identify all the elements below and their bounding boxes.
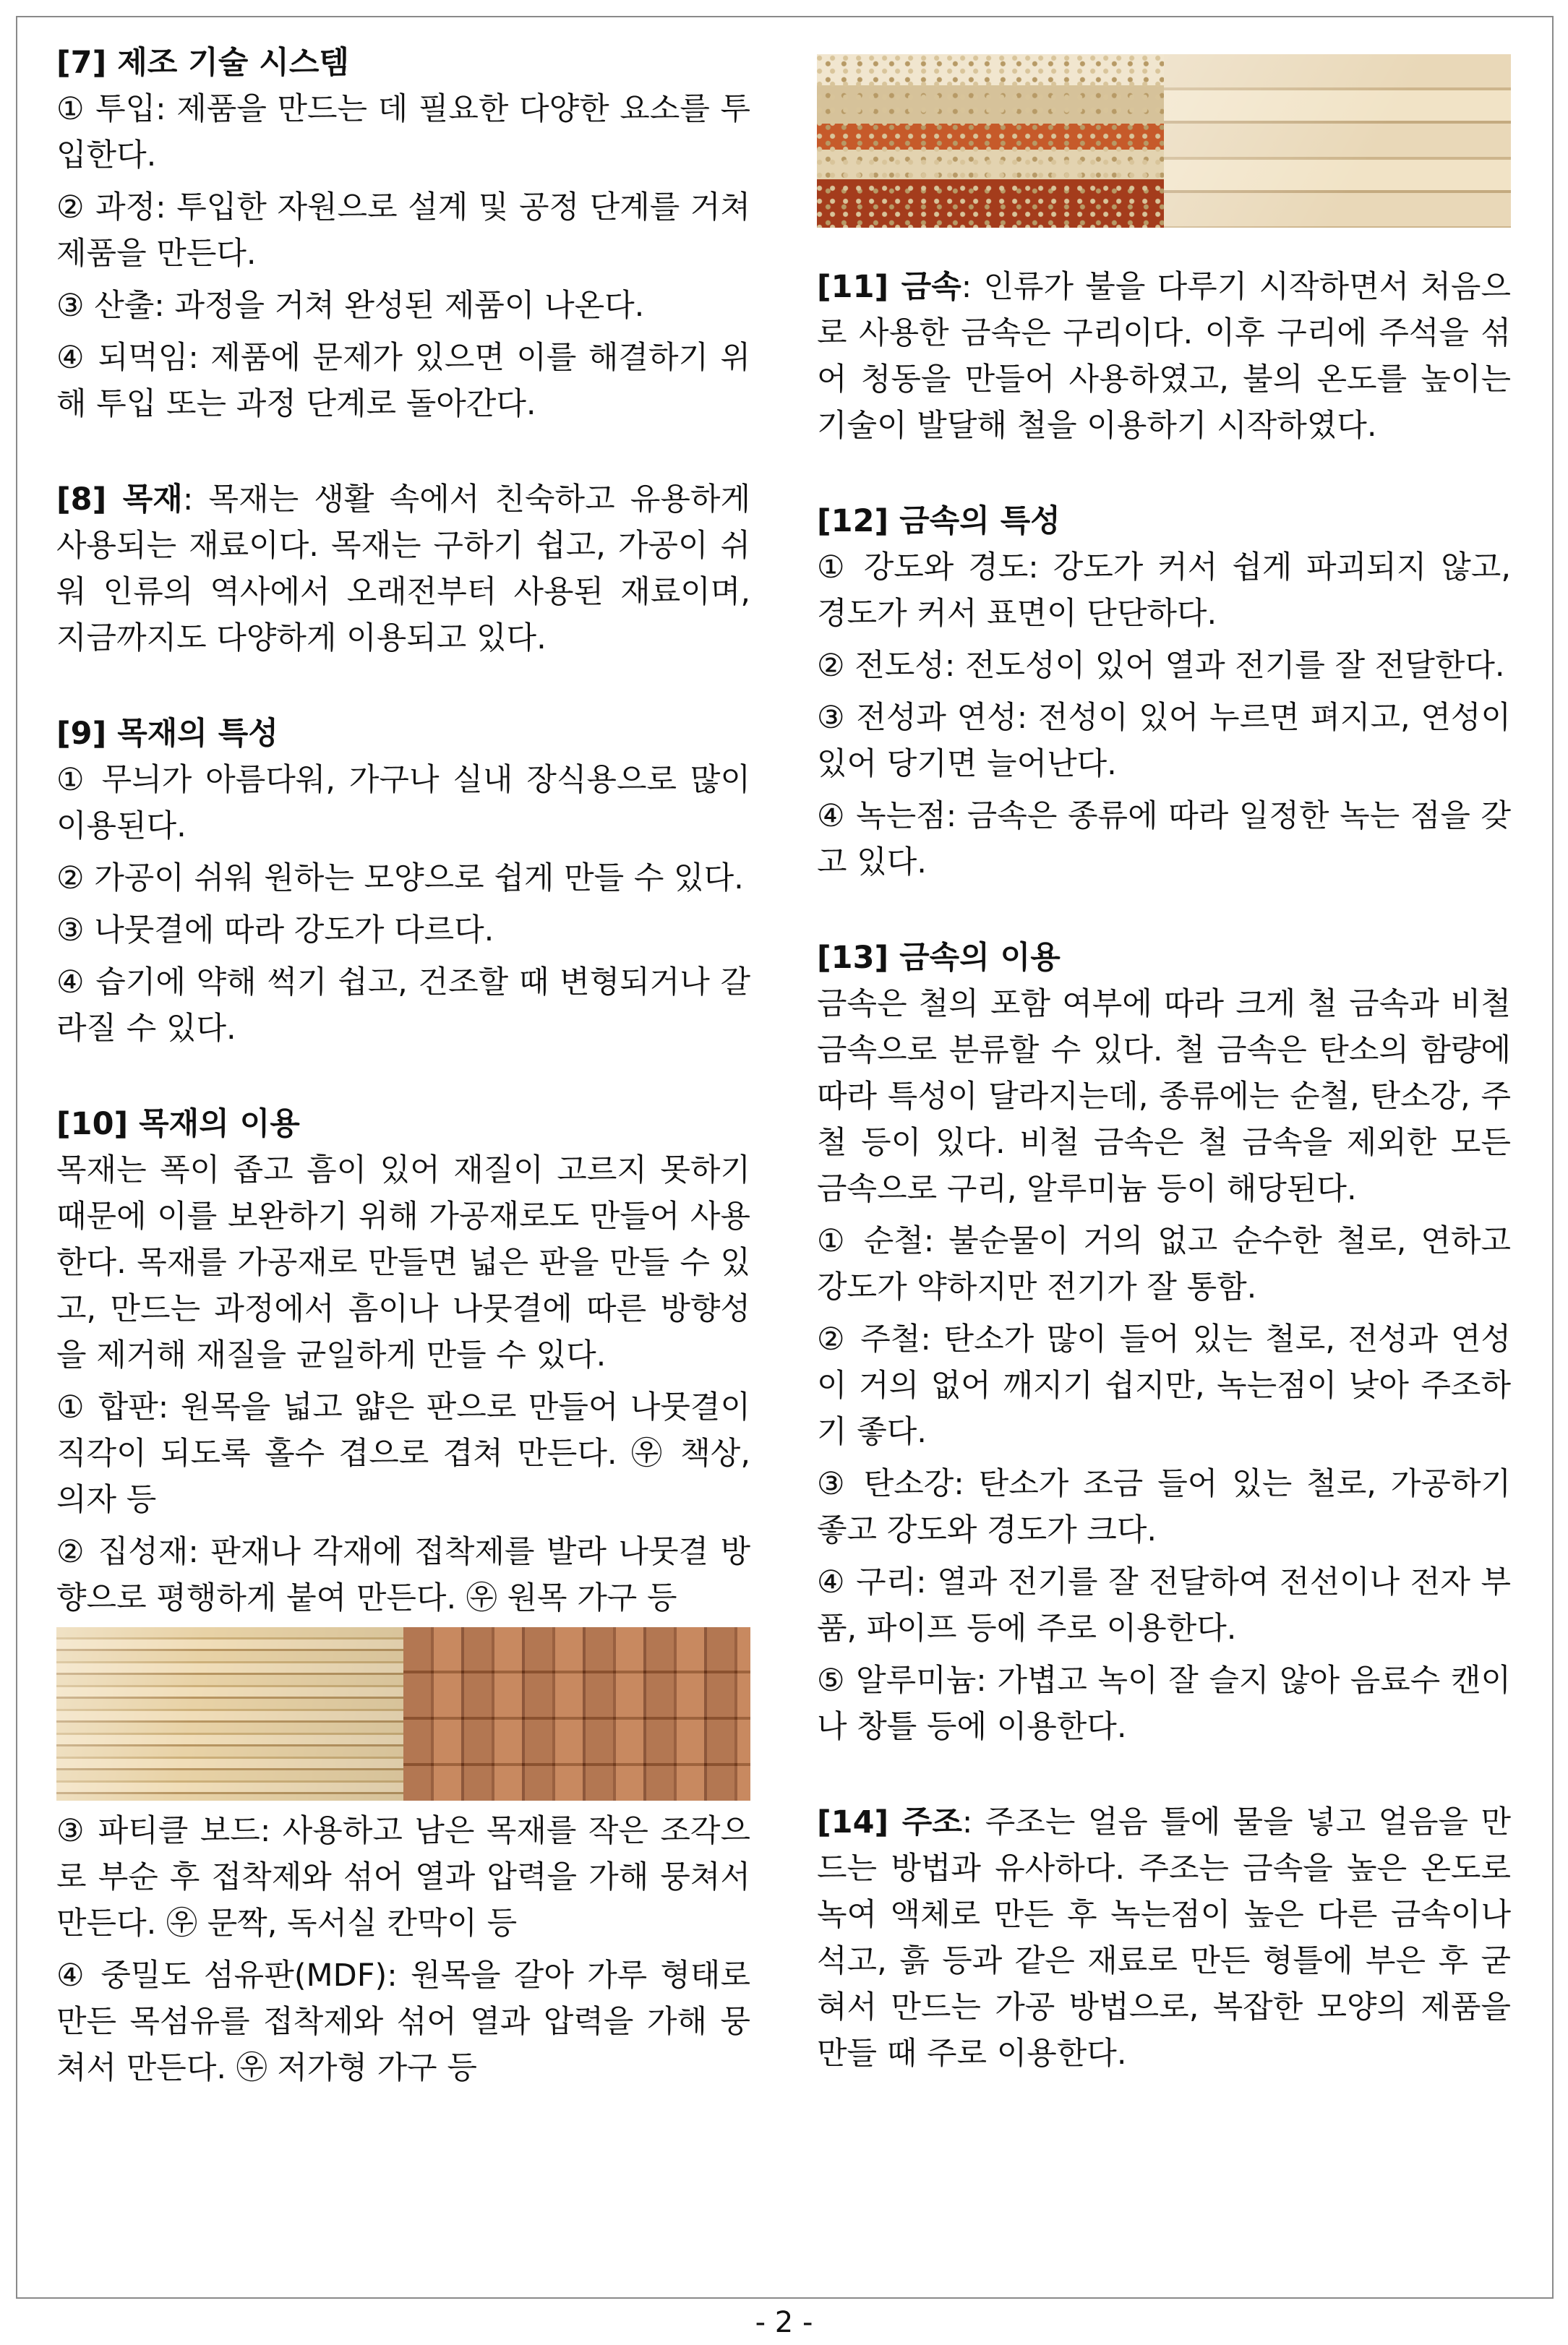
section-heading: [8] 목재 — [56, 481, 183, 518]
section-heading: [7] 제조 기술 시스템 — [56, 45, 349, 81]
list-item: ① 합판: 원목을 넓고 얇은 판으로 만들어 나뭇결이 직각이 되도록 홀수 겹으로 겹쳐 만든다. ㉾ 책상, 의자 등 — [56, 1389, 750, 1518]
list-item: ④ 녹는점: 금속은 종류에 따라 일정한 녹는 점을 갖고 있다. — [817, 798, 1511, 880]
list-item: ② 집성재: 판재나 각재에 접착제를 발라 나뭇결 방향으로 평행하게 붙여 만든다. ㉾ 원목 가구 등 — [56, 1534, 750, 1616]
section-7 — [56, 40, 750, 427]
paragraph-text: : 목재는 생활 속에서 친숙하고 유용하게 사용되는 재료이다. 목재는 구하기 쉽고, 가공이 쉬워 인류의 역사에서 오래전부터 사용된 재료이며, 지금까지도 다양하게 이용되고 있다. — [56, 481, 750, 656]
list-item: ④ 습기에 약해 썩기 쉽고, 건조할 때 변형되거나 갈라질 수 있다. — [56, 964, 750, 1047]
list-item: ② 가공이 쉬워 원하는 모양으로 쉽게 만들 수 있다. — [56, 860, 744, 896]
list-item: ③ 전성과 연성: 전성이 있어 누르면 펴지고, 연성이 있어 당기면 늘어난다. — [817, 700, 1511, 782]
list-item: ④ 구리: 열과 전기를 잘 전달하여 전선이나 전자 부품, 파이프 등에 주로 이용한다. — [817, 1564, 1511, 1647]
paragraph-text: : 인류가 불을 다루기 시작하면서 처음으로 사용한 금속은 구리이다. 이후 구리에 주석을 섞어 청동을 만들어 사용하였고, 불의 온도를 높이는 기술이 발달해 철을 이용하기 시작하였다. — [817, 269, 1511, 444]
list-item: ① 강도와 경도: 강도가 커서 쉽게 파괴되지 않고, 경도가 커서 표면이 단단하다. — [817, 549, 1511, 632]
right-column — [817, 40, 1511, 2083]
paragraph — [817, 1799, 1511, 2077]
particle-board-image — [817, 54, 1164, 228]
section-heading: [10] 목재의 이용 — [56, 1106, 300, 1142]
list-item: ④ 중밀도 섬유판(MDF): 원목을 갈아 가루 형태로 만든 목섬유를 접착제와 섞어 열과 압력을 가해 뭉쳐서 만든다. ㉾ 저가형 가구 등 — [56, 1958, 750, 2086]
section-heading: [12] 금속의 특성 — [817, 503, 1061, 539]
list-item: ③ 탄소강: 탄소가 조금 들어 있는 철로, 가공하기 좋고 강도와 경도가 크다. — [817, 1466, 1511, 1548]
left-column — [56, 40, 750, 2097]
section-heading: [9] 목재의 특성 — [56, 716, 278, 752]
paragraph — [817, 264, 1511, 449]
list-item: ① 순철: 불순물이 거의 없고 순수한 철로, 연하고 강도가 약하지만 전기가 잘 통함. — [817, 1223, 1511, 1306]
list-item: ⑤ 알루미늄: 가볍고 녹이 잘 슬지 않아 음료수 캔이나 창틀 등에 이용한다. — [817, 1663, 1511, 1745]
paragraph: 목재는 폭이 좁고 흠이 있어 재질이 고르지 못하기 때문에 이를 보완하기 위해 가공재로도 만들어 사용한다. 목재를 가공재로 만들면 넓은 판을 만들 수 있고, 만드는 과정에서 흠이나 나뭇결에 따른 방향성을 제거해 재질을 균일하게 만들 수 있다. — [56, 1152, 750, 1373]
plywood-image — [56, 1627, 403, 1801]
list-item: ② 전도성: 전도성이 있어 열과 전기를 잘 전달한다. — [817, 648, 1505, 684]
section-14 — [817, 1799, 1511, 2077]
section-10 — [56, 1101, 750, 2091]
list-item: ② 주철: 탄소가 많이 들어 있는 철로, 전성과 연성이 거의 없어 깨지기 쉽지만, 녹는점이 낮아 주조하기 좋다. — [817, 1321, 1511, 1450]
section-11 — [817, 264, 1511, 449]
list-item: ③ 산출: 과정을 거쳐 완성된 제품이 나온다. — [56, 288, 645, 324]
wood-panels-photo — [56, 1627, 750, 1801]
paragraph: 금속은 철의 포함 여부에 따라 크게 철 금속과 비철 금속으로 분류할 수 있다. 철 금속은 탄소의 함량에 따라 특성이 달라지는데, 종류에는 순철, 탄소강, 주철 등이 있다. 비철 금속은 철 금속을 제외한 모든 금속으로 구리, 알루미늄 등이 해당된다. — [817, 986, 1511, 1207]
list-item: ③ 나뭇결에 따라 강도가 다르다. — [56, 912, 494, 948]
paragraph-text: : 주조는 얼음 틀에 물을 넣고 얼음을 만드는 방법과 유사하다. 주조는 금속을 높은 온도로 녹여 액체로 만든 후 녹는점이 높은 다른 금속이나 석고, 흙 등과 같은 재료로 만든 형틀에 부은 후 굳혀서 만드는 가공 방법으로, 복잡한 모양의 제품을 만들 때 주로 이용한다. — [817, 1804, 1511, 2072]
section-9 — [56, 711, 750, 1052]
section-heading: [13] 금속의 이용 — [817, 940, 1061, 976]
list-item: ① 무늬가 아름다워, 가구나 실내 장식용으로 많이 이용된다. — [56, 762, 750, 844]
list-item: ④ 되먹임: 제품에 문제가 있으면 이를 해결하기 위해 투입 또는 과정 단계로 돌아간다. — [56, 340, 750, 422]
list-item: ③ 파티클 보드: 사용하고 남은 목재를 작은 조각으로 부순 후 접착제와 섞어 열과 압력을 가해 뭉쳐서 만든다. ㉾ 문짝, 독서실 칸막이 등 — [56, 1813, 750, 1942]
page-number: - 2 - — [755, 2306, 813, 2339]
section-13 — [817, 935, 1511, 1750]
mdf-image — [1164, 54, 1511, 228]
glulam-image — [403, 1627, 750, 1801]
board-panels-photo — [817, 54, 1511, 228]
section-heading: [14] 주조 — [817, 1804, 962, 1840]
list-item: ① 투입: 제품을 만드는 데 필요한 다양한 요소를 투입한다. — [56, 91, 750, 173]
paragraph — [56, 476, 750, 661]
list-item: ② 과정: 투입한 자원으로 설계 및 공정 단계를 거쳐 제품을 만든다. — [56, 189, 750, 272]
section-heading: [11] 금속 — [817, 269, 961, 305]
section-12 — [817, 498, 1511, 886]
section-8 — [56, 476, 750, 661]
